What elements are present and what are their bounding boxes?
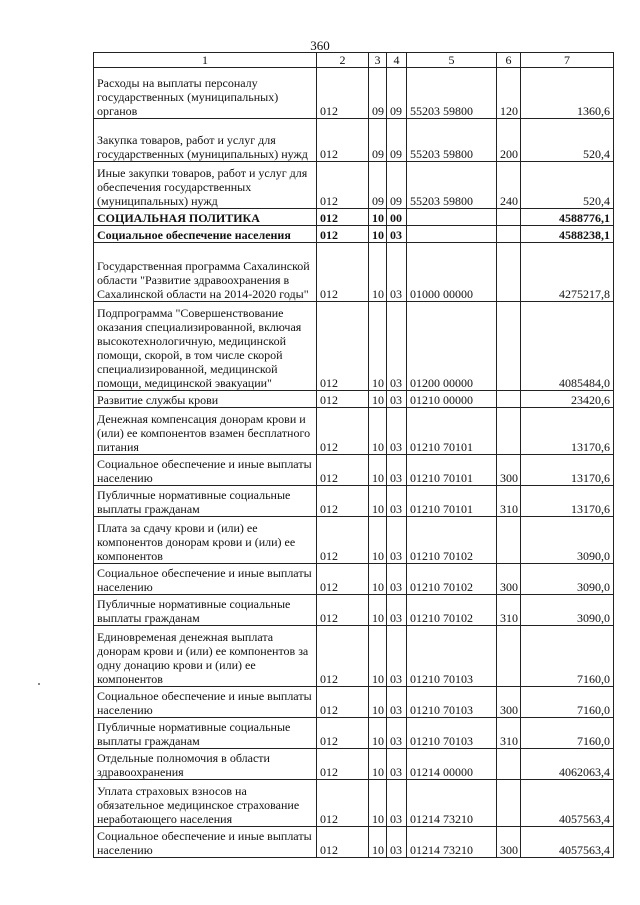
table-row xyxy=(94,626,614,687)
row-description: СОЦИАЛЬНАЯ ПОЛИТИКА xyxy=(94,209,317,226)
expense-type-code: 310 xyxy=(497,595,521,626)
target-article-code: 01210 70102 xyxy=(407,595,497,626)
section-code: 10 xyxy=(369,455,387,486)
subsection-code: 03 xyxy=(387,749,407,780)
admin-code: 012 xyxy=(317,162,369,209)
admin-code: 012 xyxy=(317,595,369,626)
row-description: Расходы на выплаты персоналу государственных (муниципальных) органов xyxy=(94,68,317,119)
row-description: Иные закупки товаров, работ и услуг для обеспечения государственных (муниципальных) нужд xyxy=(94,162,317,209)
amount: 7160,0 xyxy=(521,687,614,718)
row-description: Единовременая денежная выплата донорам крови и (или) ее компонентов за одну донацию крови и (или) ее компонентов xyxy=(94,626,317,687)
subsection-code: 03 xyxy=(387,564,407,595)
row-description: Денежная компенсация донорам крови и (или) ее компонентов взамен бесплатного питания xyxy=(94,408,317,455)
table-header-row xyxy=(94,53,614,68)
table-row xyxy=(94,391,614,408)
amount: 13170,6 xyxy=(521,486,614,517)
target-article-code: 01210 70103 xyxy=(407,687,497,718)
admin-code: 012 xyxy=(317,517,369,564)
section-code: 10 xyxy=(369,827,387,858)
target-article-code xyxy=(407,209,497,226)
subsection-code: 03 xyxy=(387,455,407,486)
target-article-code: 01210 70103 xyxy=(407,718,497,749)
table-row xyxy=(94,718,614,749)
expense-type-code xyxy=(497,391,521,408)
table-row xyxy=(94,749,614,780)
table-row xyxy=(94,68,614,119)
amount: 13170,6 xyxy=(521,455,614,486)
target-article-code: 01210 00000 xyxy=(407,391,497,408)
row-description: Социальное обеспечение и иные выплаты населению xyxy=(94,827,317,858)
amount: 520,4 xyxy=(521,119,614,162)
section-code: 09 xyxy=(369,119,387,162)
amount: 4062063,4 xyxy=(521,749,614,780)
target-article-code xyxy=(407,226,497,243)
table-row xyxy=(94,119,614,162)
admin-code: 012 xyxy=(317,455,369,486)
target-article-code: 01214 73210 xyxy=(407,780,497,827)
table-row xyxy=(94,517,614,564)
expense-type-code xyxy=(497,517,521,564)
subsection-code: 03 xyxy=(387,780,407,827)
amount: 4275217,8 xyxy=(521,243,614,302)
admin-code: 012 xyxy=(317,119,369,162)
table-row xyxy=(94,486,614,517)
expense-type-code: 120 xyxy=(497,68,521,119)
row-description: Плата за сдачу крови и (или) ее компонентов донорам крови и (или) ее компонентов xyxy=(94,517,317,564)
amount: 4057563,4 xyxy=(521,827,614,858)
subsection-code: 03 xyxy=(387,626,407,687)
amount: 4085484,0 xyxy=(521,302,614,391)
column-header: 1 xyxy=(94,53,317,68)
row-description: Развитие службы крови xyxy=(94,391,317,408)
budget-table xyxy=(93,52,614,858)
expense-type-code: 310 xyxy=(497,718,521,749)
table-row xyxy=(94,162,614,209)
amount: 13170,6 xyxy=(521,408,614,455)
expense-type-code: 240 xyxy=(497,162,521,209)
subsection-code: 03 xyxy=(387,391,407,408)
subsection-code: 09 xyxy=(387,119,407,162)
target-article-code: 01210 70101 xyxy=(407,408,497,455)
expense-type-code: 310 xyxy=(497,486,521,517)
amount: 3090,0 xyxy=(521,517,614,564)
amount: 520,4 xyxy=(521,162,614,209)
admin-code: 012 xyxy=(317,486,369,517)
amount: 4588776,1 xyxy=(521,209,614,226)
admin-code: 012 xyxy=(317,564,369,595)
amount: 23420,6 xyxy=(521,391,614,408)
target-article-code: 01210 70103 xyxy=(407,626,497,687)
subsection-code: 03 xyxy=(387,827,407,858)
expense-type-code xyxy=(497,226,521,243)
section-code: 10 xyxy=(369,749,387,780)
subsection-code: 03 xyxy=(387,226,407,243)
subsection-code: 03 xyxy=(387,517,407,564)
admin-code: 012 xyxy=(317,780,369,827)
subsection-code: 03 xyxy=(387,302,407,391)
section-code: 10 xyxy=(369,564,387,595)
row-description: Публичные нормативные социальные выплаты гражданам xyxy=(94,595,317,626)
amount: 7160,0 xyxy=(521,626,614,687)
admin-code: 012 xyxy=(317,626,369,687)
section-code: 09 xyxy=(369,68,387,119)
table-row xyxy=(94,243,614,302)
section-code: 10 xyxy=(369,595,387,626)
row-description: Социальное обеспечение населения xyxy=(94,226,317,243)
target-article-code: 55203 59800 xyxy=(407,119,497,162)
amount: 3090,0 xyxy=(521,595,614,626)
section-code: 10 xyxy=(369,626,387,687)
table-row xyxy=(94,226,614,243)
expense-type-code xyxy=(497,209,521,226)
section-code: 10 xyxy=(369,302,387,391)
table-row xyxy=(94,455,614,486)
table-row xyxy=(94,209,614,226)
target-article-code: 01210 70101 xyxy=(407,486,497,517)
target-article-code: 01200 00000 xyxy=(407,302,497,391)
row-description: Публичные нормативные социальные выплаты гражданам xyxy=(94,718,317,749)
column-header: 3 xyxy=(369,53,387,68)
section-code: 10 xyxy=(369,718,387,749)
admin-code: 012 xyxy=(317,827,369,858)
admin-code: 012 xyxy=(317,226,369,243)
amount: 7160,0 xyxy=(521,718,614,749)
target-article-code: 01210 70102 xyxy=(407,517,497,564)
table-row xyxy=(94,302,614,391)
subsection-code: 00 xyxy=(387,209,407,226)
admin-code: 012 xyxy=(317,687,369,718)
column-header: 4 xyxy=(387,53,407,68)
section-code: 10 xyxy=(369,408,387,455)
subsection-code: 09 xyxy=(387,162,407,209)
row-description: Закупка товаров, работ и услуг для государственных (муниципальных) нужд xyxy=(94,119,317,162)
table-row xyxy=(94,827,614,858)
column-header: 6 xyxy=(497,53,521,68)
expense-type-code xyxy=(497,408,521,455)
expense-type-code: 300 xyxy=(497,564,521,595)
section-code: 10 xyxy=(369,517,387,564)
target-article-code: 01000 00000 xyxy=(407,243,497,302)
section-code: 10 xyxy=(369,391,387,408)
section-code: 10 xyxy=(369,243,387,302)
target-article-code: 01214 00000 xyxy=(407,749,497,780)
section-code: 10 xyxy=(369,687,387,718)
section-code: 10 xyxy=(369,780,387,827)
amount: 4057563,4 xyxy=(521,780,614,827)
subsection-code: 03 xyxy=(387,486,407,517)
subsection-code: 03 xyxy=(387,243,407,302)
column-header: 7 xyxy=(521,53,614,68)
target-article-code: 01210 70102 xyxy=(407,564,497,595)
row-description: Социальное обеспечение и иные выплаты населению xyxy=(94,687,317,718)
subsection-code: 03 xyxy=(387,718,407,749)
table-row xyxy=(94,564,614,595)
table-row xyxy=(94,595,614,626)
row-description: Подпрограмма "Совершенствование оказания специализированной, включая высокотехнологичную, медицинской помощи, скорой, в том числе скорой специализированной, медицинской помощи, медицинской эвакуации" xyxy=(94,302,317,391)
target-article-code: 55203 59800 xyxy=(407,162,497,209)
row-description: Государственная программа Сахалинской области "Развитие здравоохранения в Сахалинской области на 2014-2020 годы" xyxy=(94,243,317,302)
table-row xyxy=(94,687,614,718)
target-article-code: 01214 73210 xyxy=(407,827,497,858)
expense-type-code xyxy=(497,243,521,302)
section-code: 10 xyxy=(369,226,387,243)
target-article-code: 01210 70101 xyxy=(407,455,497,486)
subsection-code: 03 xyxy=(387,408,407,455)
expense-type-code xyxy=(497,302,521,391)
column-header: 5 xyxy=(407,53,497,68)
row-description: Публичные нормативные социальные выплаты гражданам xyxy=(94,486,317,517)
expense-type-code: 300 xyxy=(497,687,521,718)
admin-code: 012 xyxy=(317,749,369,780)
table-row xyxy=(94,780,614,827)
admin-code: 012 xyxy=(317,243,369,302)
expense-type-code: 200 xyxy=(497,119,521,162)
admin-code: 012 xyxy=(317,68,369,119)
amount: 3090,0 xyxy=(521,564,614,595)
expense-type-code xyxy=(497,780,521,827)
admin-code: 012 xyxy=(317,408,369,455)
section-code: 10 xyxy=(369,209,387,226)
subsection-code: 03 xyxy=(387,595,407,626)
admin-code: 012 xyxy=(317,391,369,408)
column-header: 2 xyxy=(317,53,369,68)
admin-code: 012 xyxy=(317,718,369,749)
scan-mark xyxy=(38,683,40,685)
table-row xyxy=(94,408,614,455)
row-description: Отдельные полномочия в области здравоохранения xyxy=(94,749,317,780)
row-description: Уплата страховых взносов на обязательное медицинское страхование неработающего населения xyxy=(94,780,317,827)
row-description: Социальное обеспечение и иные выплаты населению xyxy=(94,564,317,595)
page-number: 360 xyxy=(310,38,330,53)
expense-type-code xyxy=(497,626,521,687)
row-description: Социальное обеспечение и иные выплаты населению xyxy=(94,455,317,486)
admin-code: 012 xyxy=(317,302,369,391)
expense-type-code: 300 xyxy=(497,455,521,486)
expense-type-code xyxy=(497,749,521,780)
amount: 1360,6 xyxy=(521,68,614,119)
amount: 4588238,1 xyxy=(521,226,614,243)
section-code: 09 xyxy=(369,162,387,209)
subsection-code: 03 xyxy=(387,687,407,718)
subsection-code: 09 xyxy=(387,68,407,119)
expense-type-code: 300 xyxy=(497,827,521,858)
section-code: 10 xyxy=(369,486,387,517)
target-article-code: 55203 59800 xyxy=(407,68,497,119)
admin-code: 012 xyxy=(317,209,369,226)
